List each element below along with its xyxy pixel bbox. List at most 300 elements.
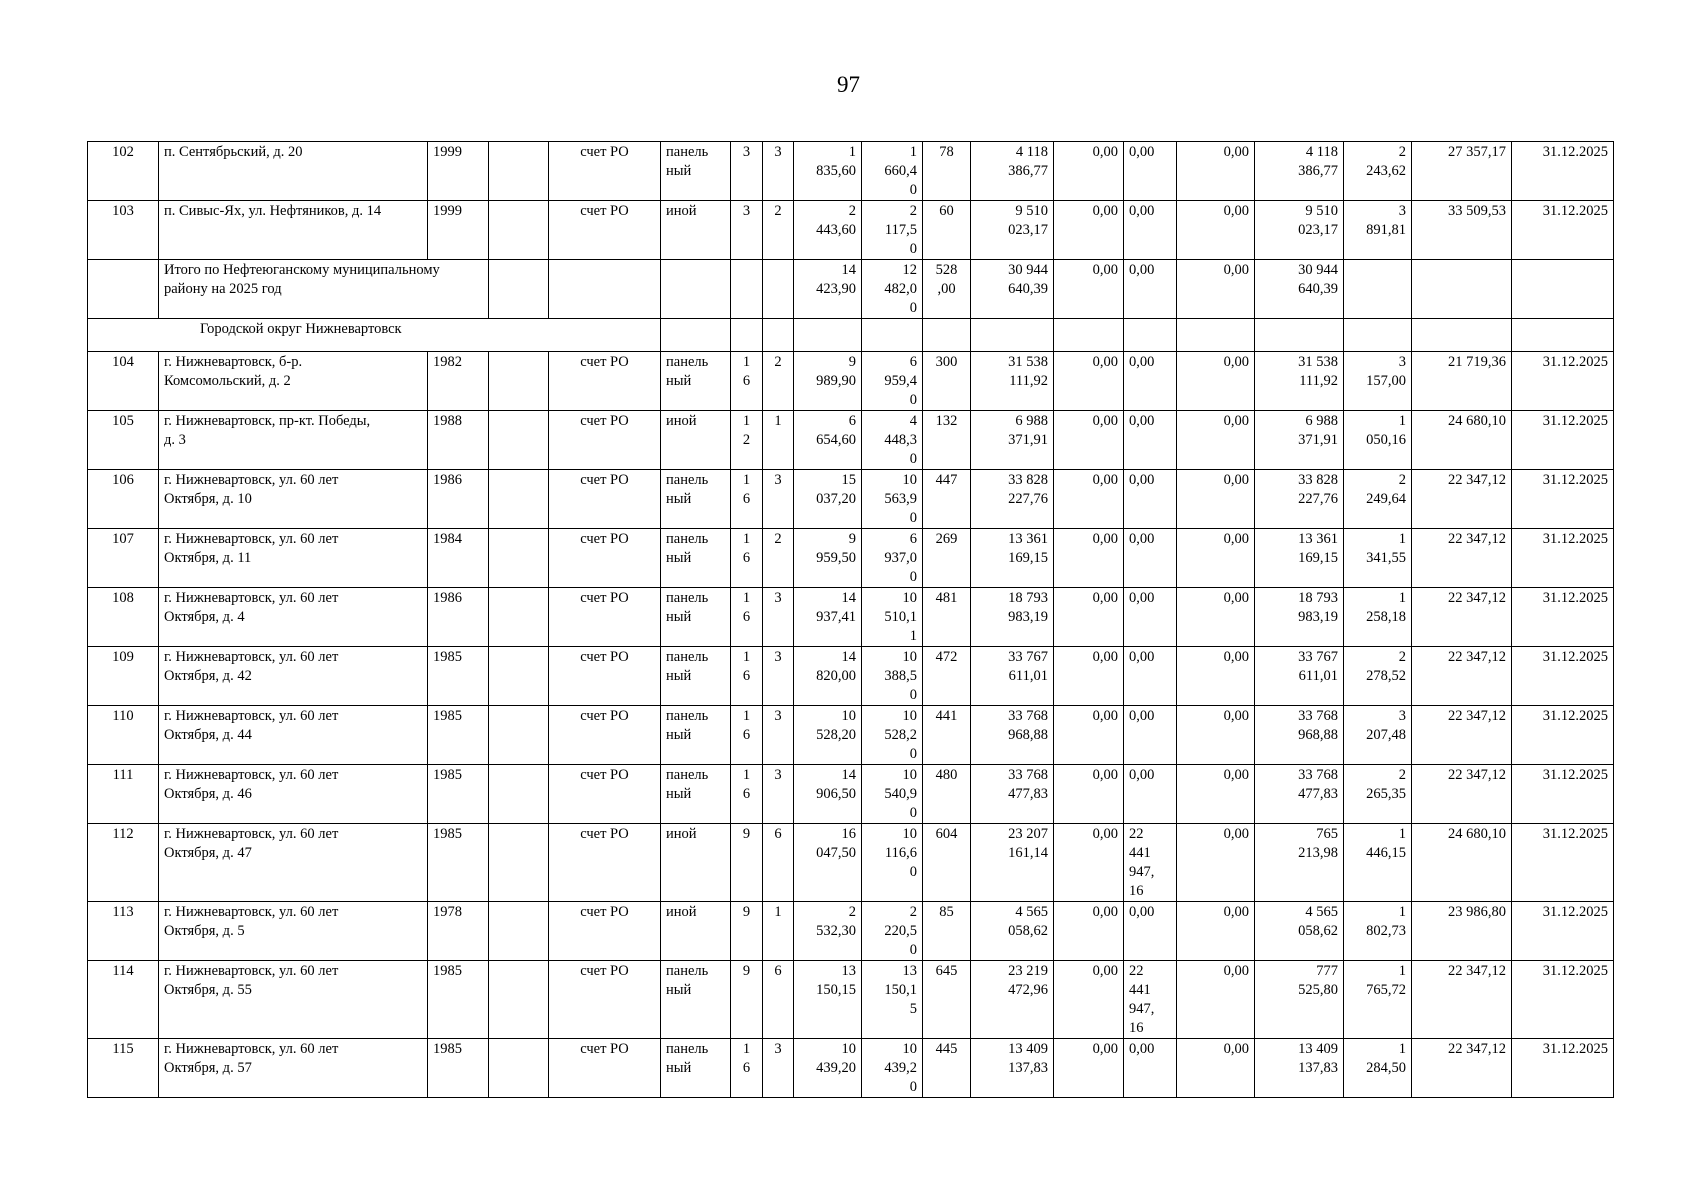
table-cell: 1 6 <box>731 588 763 647</box>
table-cell: 1 258,18 <box>1344 588 1412 647</box>
table-cell: 0,00 <box>1054 260 1124 319</box>
table-cell: п. Сивыс-Ях, ул. Нефтяников, д. 14 <box>159 201 428 260</box>
table-cell: 4 565 058,62 <box>971 902 1054 961</box>
table-cell: панель ный <box>661 765 731 824</box>
table-cell: 31.12.2025 <box>1512 201 1614 260</box>
table-cell: 6 988 371,91 <box>971 411 1054 470</box>
table-cell: 114 <box>88 961 159 1039</box>
table-row <box>88 706 1614 765</box>
table-cell: панель ный <box>661 1039 731 1098</box>
table-cell: 0,00 <box>1124 411 1177 470</box>
table-cell: 15 037,20 <box>794 470 862 529</box>
table-cell: 0,00 <box>1054 588 1124 647</box>
table-cell: 1 <box>763 902 794 961</box>
table-cell: 14 820,00 <box>794 647 862 706</box>
table-cell: счет РО <box>549 647 661 706</box>
table-row <box>88 647 1614 706</box>
table-cell: 3 <box>763 470 794 529</box>
table-cell: 1985 <box>428 824 489 902</box>
table-cell: 0,00 <box>1177 1039 1255 1098</box>
table-cell: 110 <box>88 706 159 765</box>
table-cell: 0,00 <box>1177 588 1255 647</box>
table-cell: 0,00 <box>1124 201 1177 260</box>
table-row <box>88 765 1614 824</box>
table-cell: г. Нижневартовск, ул. 60 лет Октября, д. 55 <box>159 961 428 1039</box>
table-cell: 109 <box>88 647 159 706</box>
table-cell: 0,00 <box>1124 260 1177 319</box>
table-cell: г. Нижневартовск, пр-кт. Победы, д. 3 <box>159 411 428 470</box>
table-row <box>88 961 1614 1039</box>
table-cell: 4 118 386,77 <box>971 142 1054 201</box>
table-cell: 1985 <box>428 647 489 706</box>
table-cell: 112 <box>88 824 159 902</box>
table-cell: 1986 <box>428 470 489 529</box>
table-cell: 0,00 <box>1124 529 1177 588</box>
table-cell: 9 959,50 <box>794 529 862 588</box>
table-cell: 3 <box>763 765 794 824</box>
table-cell: 22 347,12 <box>1412 961 1512 1039</box>
table-cell: 22 441 947, 16 <box>1124 961 1177 1039</box>
table-cell: 0,00 <box>1054 142 1124 201</box>
table-cell: 13 150,15 <box>794 961 862 1039</box>
table-cell: 106 <box>88 470 159 529</box>
table-cell: 1999 <box>428 142 489 201</box>
table-cell: 23 207 161,14 <box>971 824 1054 902</box>
table-cell: 2 <box>763 201 794 260</box>
table-cell: 1 2 <box>731 411 763 470</box>
table-cell: 103 <box>88 201 159 260</box>
table-cell: 528 ,00 <box>923 260 971 319</box>
table-cell: г. Нижневартовск, ул. 60 лет Октября, д. 47 <box>159 824 428 902</box>
table-cell: 0,00 <box>1124 352 1177 411</box>
table-cell: 1985 <box>428 765 489 824</box>
table-cell: 1982 <box>428 352 489 411</box>
table-cell: 447 <box>923 470 971 529</box>
table-cell: 1 446,15 <box>1344 824 1412 902</box>
table-cell <box>1124 319 1177 352</box>
table-cell: 13 361 169,15 <box>971 529 1054 588</box>
table-cell: 3 157,00 <box>1344 352 1412 411</box>
table-cell: 24 680,10 <box>1412 824 1512 902</box>
table-cell: 2 443,60 <box>794 201 862 260</box>
table-cell: 6 988 371,91 <box>1255 411 1344 470</box>
table-cell: 0,00 <box>1177 201 1255 260</box>
table-cell: г. Нижневартовск, ул. 60 лет Октября, д. 46 <box>159 765 428 824</box>
table-cell: 9 510 023,17 <box>971 201 1054 260</box>
table-cell: 22 347,12 <box>1412 588 1512 647</box>
table-cell: счет РО <box>549 201 661 260</box>
table-cell: панель ный <box>661 647 731 706</box>
table-cell <box>549 260 661 319</box>
table-cell: счет РО <box>549 1039 661 1098</box>
table-cell <box>489 142 549 201</box>
table-cell: 22 347,12 <box>1412 647 1512 706</box>
table-cell: счет РО <box>549 902 661 961</box>
table-row <box>88 201 1614 260</box>
table-cell: 2 249,64 <box>1344 470 1412 529</box>
table-cell: 31.12.2025 <box>1512 529 1614 588</box>
table-cell <box>489 706 549 765</box>
table-row <box>88 902 1614 961</box>
table-cell: 22 347,12 <box>1412 470 1512 529</box>
table-cell: 3 891,81 <box>1344 201 1412 260</box>
table-cell: 104 <box>88 352 159 411</box>
table-cell: 645 <box>923 961 971 1039</box>
table-cell: 0,00 <box>1177 765 1255 824</box>
table-cell: 24 680,10 <box>1412 411 1512 470</box>
table-cell: 0,00 <box>1054 961 1124 1039</box>
table-cell: 115 <box>88 1039 159 1098</box>
table-cell: 113 <box>88 902 159 961</box>
table-cell: 300 <box>923 352 971 411</box>
table-cell: 102 <box>88 142 159 201</box>
table-cell: 14 937,41 <box>794 588 862 647</box>
table-cell: 0,00 <box>1054 647 1124 706</box>
table-cell: 441 <box>923 706 971 765</box>
table-cell: 9 989,90 <box>794 352 862 411</box>
table-cell: 1 6 <box>731 470 763 529</box>
table-cell: 2 117,5 0 <box>862 201 923 260</box>
table-cell: 2 265,35 <box>1344 765 1412 824</box>
table-cell: 0,00 <box>1054 470 1124 529</box>
table-cell: 3 <box>763 647 794 706</box>
table-cell: 6 <box>763 961 794 1039</box>
table-row <box>88 352 1614 411</box>
table-cell: г. Нижневартовск, ул. 60 лет Октября, д. 42 <box>159 647 428 706</box>
table-cell: 777 525,80 <box>1255 961 1344 1039</box>
table-cell: 108 <box>88 588 159 647</box>
table-cell: 2 532,30 <box>794 902 862 961</box>
table-cell: 9 <box>731 824 763 902</box>
table-cell: 13 409 137,83 <box>971 1039 1054 1098</box>
table-cell: 13 361 169,15 <box>1255 529 1344 588</box>
capital-repair-table <box>87 141 1614 1098</box>
table-cell: 31.12.2025 <box>1512 411 1614 470</box>
table-cell: 1985 <box>428 961 489 1039</box>
table-cell: 10 116,6 0 <box>862 824 923 902</box>
table-cell <box>489 352 549 411</box>
table-cell: 1 <box>763 411 794 470</box>
table-cell: 107 <box>88 529 159 588</box>
table-cell: 2 243,62 <box>1344 142 1412 201</box>
table-row <box>88 142 1614 201</box>
table-cell: 10 528,20 <box>794 706 862 765</box>
table-cell <box>1512 319 1614 352</box>
table-row <box>88 824 1614 902</box>
table-cell: 1 660,4 0 <box>862 142 923 201</box>
table-cell: 0,00 <box>1054 529 1124 588</box>
table-cell: 6 959,4 0 <box>862 352 923 411</box>
table-cell: 0,00 <box>1177 411 1255 470</box>
table-cell: 33 767 611,01 <box>1255 647 1344 706</box>
table-cell: 22 347,12 <box>1412 706 1512 765</box>
table-cell: 3 <box>763 588 794 647</box>
table-cell: 1986 <box>428 588 489 647</box>
table-cell: 0,00 <box>1177 470 1255 529</box>
table-cell <box>1344 260 1412 319</box>
table-cell: 23 986,80 <box>1412 902 1512 961</box>
table-cell: 0,00 <box>1054 902 1124 961</box>
table-cell: 1978 <box>428 902 489 961</box>
table-cell: 31.12.2025 <box>1512 352 1614 411</box>
table-cell: г. Нижневартовск, ул. 60 лет Октября, д. 57 <box>159 1039 428 1098</box>
table-cell: 60 <box>923 201 971 260</box>
table-cell: 33 828 227,76 <box>971 470 1054 529</box>
table-cell: 269 <box>923 529 971 588</box>
table-cell <box>1412 319 1512 352</box>
table-cell: 10 388,5 0 <box>862 647 923 706</box>
table-cell: 0,00 <box>1177 142 1255 201</box>
table-cell <box>489 961 549 1039</box>
table-cell: счет РО <box>549 706 661 765</box>
table-cell: иной <box>661 902 731 961</box>
table-cell: 1 6 <box>731 352 763 411</box>
table-cell: 31.12.2025 <box>1512 470 1614 529</box>
table-cell <box>489 824 549 902</box>
table-cell: счет РО <box>549 352 661 411</box>
table-cell: 4 448,3 0 <box>862 411 923 470</box>
table-cell: 1 341,55 <box>1344 529 1412 588</box>
table-cell: 6 654,60 <box>794 411 862 470</box>
table-cell: 31.12.2025 <box>1512 961 1614 1039</box>
table-cell: 0,00 <box>1054 824 1124 902</box>
table-cell: 765 213,98 <box>1255 824 1344 902</box>
table-cell: 10 439,20 <box>794 1039 862 1098</box>
table-cell: 3 207,48 <box>1344 706 1412 765</box>
table-cell: счет РО <box>549 961 661 1039</box>
table-row <box>88 1039 1614 1098</box>
table-cell: 22 347,12 <box>1412 765 1512 824</box>
table-cell <box>862 319 923 352</box>
table-cell: 9 <box>731 902 763 961</box>
table-cell: 1 802,73 <box>1344 902 1412 961</box>
table-cell: г. Нижневартовск, ул. 60 лет Октября, д. 11 <box>159 529 428 588</box>
table-cell <box>489 201 549 260</box>
table-cell: 1988 <box>428 411 489 470</box>
table-cell <box>1512 260 1614 319</box>
table-cell: 10 528,2 0 <box>862 706 923 765</box>
table-cell: 18 793 983,19 <box>1255 588 1344 647</box>
table-cell: 132 <box>923 411 971 470</box>
table-cell: 3 <box>731 201 763 260</box>
table-cell: 33 768 968,88 <box>971 706 1054 765</box>
table-cell: 21 719,36 <box>1412 352 1512 411</box>
table-cell: 12 482,0 0 <box>862 260 923 319</box>
table-cell: 0,00 <box>1177 260 1255 319</box>
table-cell: 105 <box>88 411 159 470</box>
table-cell: 1 050,16 <box>1344 411 1412 470</box>
table-cell: 1 6 <box>731 706 763 765</box>
table-cell: 0,00 <box>1124 765 1177 824</box>
table-cell <box>88 260 159 319</box>
table-cell: счет РО <box>549 470 661 529</box>
table-cell: панель ный <box>661 588 731 647</box>
table-cell: счет РО <box>549 588 661 647</box>
table-cell: 0,00 <box>1054 201 1124 260</box>
table-cell <box>1255 319 1344 352</box>
table-cell: панель ный <box>661 529 731 588</box>
table-cell: 9 510 023,17 <box>1255 201 1344 260</box>
table-cell: 2 <box>763 352 794 411</box>
table-cell: 0,00 <box>1124 902 1177 961</box>
table-cell: панель ный <box>661 961 731 1039</box>
table-cell <box>731 260 763 319</box>
table-cell <box>971 319 1054 352</box>
table-cell <box>1412 260 1512 319</box>
table-cell: 0,00 <box>1124 706 1177 765</box>
table-cell: 10 510,1 1 <box>862 588 923 647</box>
table-cell: 31 538 111,92 <box>971 352 1054 411</box>
table-cell: 1985 <box>428 706 489 765</box>
table-cell: иной <box>661 201 731 260</box>
table-cell: г. Нижневартовск, ул. 60 лет Октября, д. 4 <box>159 588 428 647</box>
table-cell: 10 439,2 0 <box>862 1039 923 1098</box>
table-cell: 16 047,50 <box>794 824 862 902</box>
table-cell: 1 6 <box>731 647 763 706</box>
table-cell <box>1177 319 1255 352</box>
table-cell: 33 509,53 <box>1412 201 1512 260</box>
table-cell: 31.12.2025 <box>1512 706 1614 765</box>
table-cell: 10 563,9 0 <box>862 470 923 529</box>
table-cell: 481 <box>923 588 971 647</box>
table-body <box>88 142 1614 1098</box>
table-cell: 1 284,50 <box>1344 1039 1412 1098</box>
table-cell: 0,00 <box>1054 706 1124 765</box>
table-cell: 33 768 477,83 <box>971 765 1054 824</box>
table-cell <box>661 319 731 352</box>
table-cell: 2 <box>763 529 794 588</box>
table-cell: 0,00 <box>1177 706 1255 765</box>
table-cell: 3 <box>763 706 794 765</box>
table-cell: 31.12.2025 <box>1512 588 1614 647</box>
table-cell: 31.12.2025 <box>1512 902 1614 961</box>
table-cell: Городской округ Нижневартовск <box>88 319 661 352</box>
table-cell: 13 409 137,83 <box>1255 1039 1344 1098</box>
table-cell <box>489 1039 549 1098</box>
table-cell: панель ный <box>661 706 731 765</box>
table-cell: п. Сентябрьский, д. 20 <box>159 142 428 201</box>
table-cell <box>661 260 731 319</box>
table-cell: 33 768 477,83 <box>1255 765 1344 824</box>
table-cell: 1 765,72 <box>1344 961 1412 1039</box>
table-cell: 1985 <box>428 1039 489 1098</box>
table-cell: 3 <box>763 142 794 201</box>
table-cell: 3 <box>731 142 763 201</box>
table-cell: 0,00 <box>1177 961 1255 1039</box>
table-cell: 13 150,1 5 <box>862 961 923 1039</box>
table-cell: 4 118 386,77 <box>1255 142 1344 201</box>
table-cell: 0,00 <box>1177 529 1255 588</box>
table-cell <box>489 260 549 319</box>
table-cell: 31.12.2025 <box>1512 824 1614 902</box>
table-cell: г. Нижневартовск, ул. 60 лет Октября, д. 10 <box>159 470 428 529</box>
table-cell <box>763 260 794 319</box>
table-cell: 0,00 <box>1124 647 1177 706</box>
table-cell: 30 944 640,39 <box>1255 260 1344 319</box>
table-cell: 10 540,9 0 <box>862 765 923 824</box>
table-cell <box>489 765 549 824</box>
table-cell: 480 <box>923 765 971 824</box>
table-cell: 9 <box>731 961 763 1039</box>
table-cell: 31.12.2025 <box>1512 765 1614 824</box>
section-header-row <box>88 319 1614 352</box>
table-cell: 33 767 611,01 <box>971 647 1054 706</box>
table-cell: г. Нижневартовск, ул. 60 лет Октября, д. 44 <box>159 706 428 765</box>
table-cell: 0,00 <box>1177 902 1255 961</box>
table-cell: 0,00 <box>1054 352 1124 411</box>
table-cell: 22 441 947, 16 <box>1124 824 1177 902</box>
table-cell: 2 278,52 <box>1344 647 1412 706</box>
table-cell: 0,00 <box>1177 647 1255 706</box>
table-cell: 1 835,60 <box>794 142 862 201</box>
table-cell: 14 906,50 <box>794 765 862 824</box>
table-cell: 1 6 <box>731 765 763 824</box>
table-cell: 6 937,0 0 <box>862 529 923 588</box>
table-cell: 23 219 472,96 <box>971 961 1054 1039</box>
table-cell: г. Нижневартовск, ул. 60 лет Октября, д. 5 <box>159 902 428 961</box>
page-number: 97 <box>837 72 860 97</box>
table-row <box>88 411 1614 470</box>
table-cell <box>1344 319 1412 352</box>
total-row <box>88 260 1614 319</box>
table-cell: 31.12.2025 <box>1512 1039 1614 1098</box>
table-cell <box>763 319 794 352</box>
table-cell: 111 <box>88 765 159 824</box>
table-cell: иной <box>661 411 731 470</box>
table-cell: Итого по Нефтеюганскому муниципальному району на 2025 год <box>159 260 489 319</box>
table-cell: 31.12.2025 <box>1512 647 1614 706</box>
table-cell: 30 944 640,39 <box>971 260 1054 319</box>
table-cell <box>923 319 971 352</box>
table-cell: панель ный <box>661 470 731 529</box>
table-row <box>88 588 1614 647</box>
table-cell <box>489 470 549 529</box>
table-cell: 0,00 <box>1124 588 1177 647</box>
table-cell: 445 <box>923 1039 971 1098</box>
table-row <box>88 529 1614 588</box>
table-cell: 14 423,90 <box>794 260 862 319</box>
table-cell: 22 347,12 <box>1412 529 1512 588</box>
table-cell: 0,00 <box>1124 470 1177 529</box>
table-cell: 85 <box>923 902 971 961</box>
table-cell <box>794 319 862 352</box>
table-cell: 0,00 <box>1177 824 1255 902</box>
table-cell: панель ный <box>661 352 731 411</box>
table-cell: 0,00 <box>1054 765 1124 824</box>
table-cell: 0,00 <box>1124 1039 1177 1098</box>
table-cell: 0,00 <box>1177 352 1255 411</box>
table-cell: 3 <box>763 1039 794 1098</box>
table-cell: счет РО <box>549 765 661 824</box>
table-cell: 1984 <box>428 529 489 588</box>
table-cell <box>489 647 549 706</box>
table-cell <box>731 319 763 352</box>
table-cell: 27 357,17 <box>1412 142 1512 201</box>
table-cell: 22 347,12 <box>1412 1039 1512 1098</box>
table-cell: счет РО <box>549 411 661 470</box>
table-cell: 78 <box>923 142 971 201</box>
table-cell <box>489 411 549 470</box>
table-cell: 1 6 <box>731 529 763 588</box>
table-cell: иной <box>661 824 731 902</box>
table-cell: 4 565 058,62 <box>1255 902 1344 961</box>
table-cell <box>1054 319 1124 352</box>
table-cell: 604 <box>923 824 971 902</box>
table-cell: 6 <box>763 824 794 902</box>
table-cell: 33 828 227,76 <box>1255 470 1344 529</box>
table-cell: 31.12.2025 <box>1512 142 1614 201</box>
table-cell: 0,00 <box>1054 1039 1124 1098</box>
